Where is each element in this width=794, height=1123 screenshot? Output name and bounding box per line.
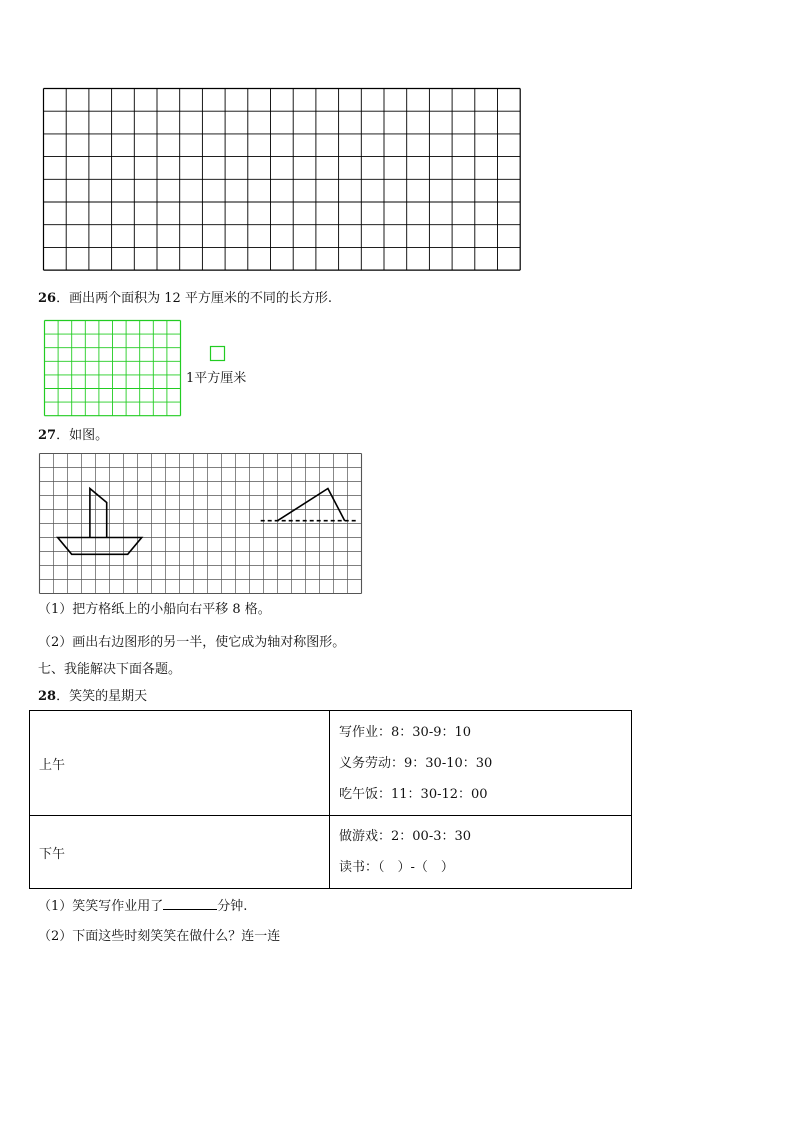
q26-prompt: 画出两个面积为 12 平方厘米的不同的长方形. — [69, 291, 333, 306]
answer-blank[interactable] — [163, 897, 217, 910]
q27-sub1: （1）把方格纸上的小船向右平移 8 格。 — [38, 602, 271, 617]
top-square-grid — [43, 88, 523, 272]
boat-sail — [90, 489, 107, 538]
q28-sub1-suffix: 分钟. — [217, 899, 248, 914]
q28-sub1 — [38, 897, 247, 915]
morning-item: 义务劳动：9：30-10：30 — [339, 755, 493, 771]
q27-number: 27 — [38, 428, 57, 443]
q28-text: 28．笑笑的星期天 — [38, 689, 148, 704]
q28-sub2: （2）下面这些时刻笑笑在做什么？连一连 — [38, 929, 281, 944]
q26-green-grid[interactable] — [44, 320, 184, 414]
section-7-title: 七、我能解决下面各题。 — [38, 662, 182, 677]
afternoon-items — [330, 816, 632, 889]
afternoon-row — [30, 816, 632, 889]
q27-sub2: （2）画出右边图形的另一半，使它成为轴对称图形。 — [38, 635, 346, 650]
q27-text: 27．如图。 — [38, 428, 109, 443]
unit-square-icon — [210, 346, 226, 362]
morning-item: 写作业：8：30-9：10 — [339, 724, 472, 740]
unit-square-label: 1平方厘米 — [186, 371, 247, 386]
schedule-table — [29, 710, 632, 889]
morning-label: 上午 — [30, 711, 330, 816]
q28-title: 笑笑的星期天 — [69, 689, 148, 704]
afternoon-item: 做游戏：2：00-3：30 — [339, 829, 472, 844]
morning-row — [30, 711, 632, 816]
morning-items — [330, 711, 632, 816]
q28-sub1-prefix: （1）笑笑写作业用了 — [38, 899, 164, 914]
afternoon-label: 下午 — [30, 816, 330, 889]
half-figure — [278, 489, 345, 521]
afternoon-item[interactable]: 读书：（ ）-（ ） — [339, 860, 454, 875]
q27-prompt: 如图。 — [69, 428, 109, 443]
morning-item: 吃午饭：11：30-12：00 — [339, 786, 488, 802]
q26-text: 26．画出两个面积为 12 平方厘米的不同的长方形. — [38, 291, 333, 306]
q26-number: 26 — [38, 291, 57, 306]
q28-number: 28 — [38, 689, 57, 704]
q27-grid[interactable] — [39, 453, 365, 593]
